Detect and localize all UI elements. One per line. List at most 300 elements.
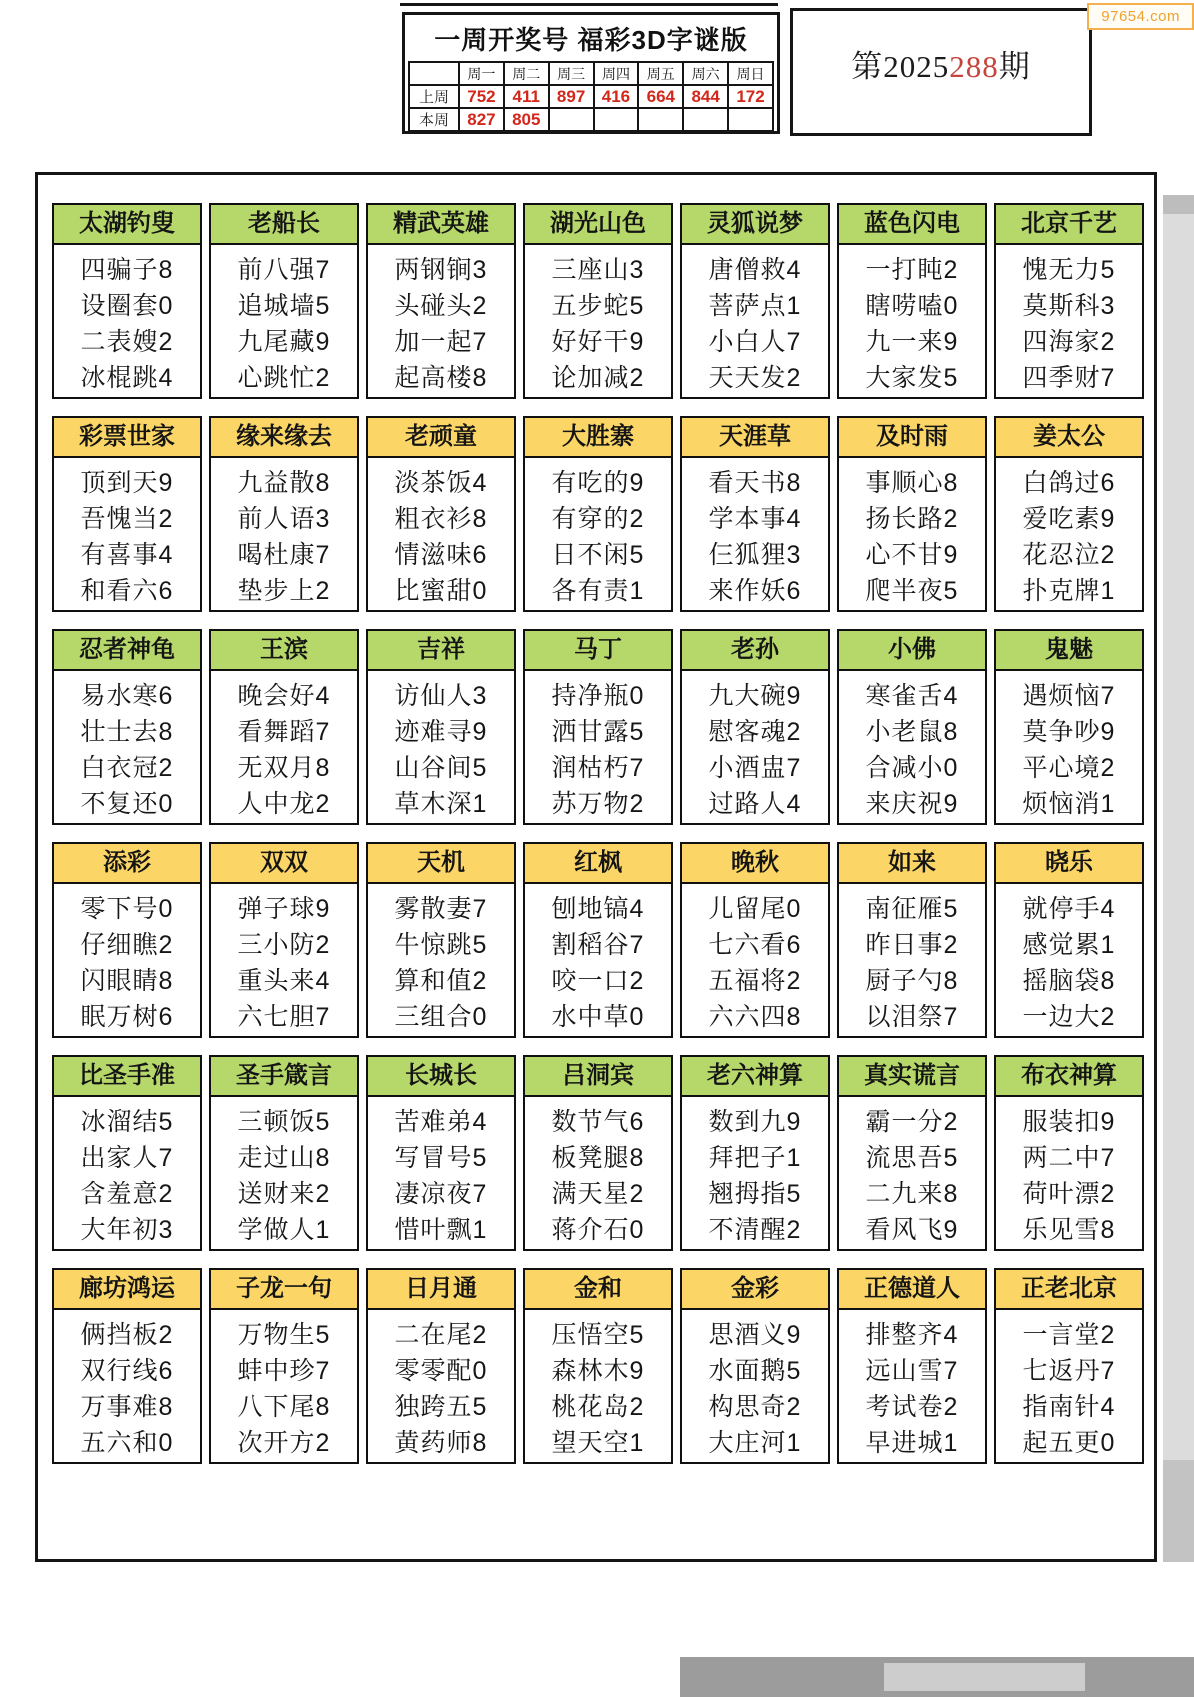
- card-line: 荷叶漂2: [1022, 1180, 1116, 1208]
- row-label: 上周: [409, 85, 459, 108]
- riddle-card: [209, 842, 359, 1038]
- card-line: 小酒盅7: [708, 754, 802, 782]
- card-line: 来作妖6: [708, 577, 802, 605]
- card-line: 霸一分2: [865, 1108, 959, 1136]
- card-line: 各有责1: [551, 577, 645, 605]
- card-body: [525, 671, 671, 822]
- riddle-card: [523, 203, 673, 399]
- card-line: 学做人1: [237, 1216, 331, 1244]
- card-title: 比圣手准: [54, 1057, 200, 1097]
- card-title: 长城长: [368, 1057, 514, 1097]
- card-line: 压悟空5: [551, 1321, 645, 1349]
- card-line: 白衣冠2: [80, 754, 174, 782]
- scrollbar-top-block: [1163, 195, 1194, 214]
- card-line: 加一起7: [394, 328, 488, 356]
- card-line: 流思吾5: [865, 1144, 959, 1172]
- row-label: 本周: [409, 108, 459, 131]
- card-line: 拜把子1: [708, 1144, 802, 1172]
- card-line: 四海家2: [1022, 328, 1116, 356]
- card-line: 易水寒6: [80, 682, 174, 710]
- card-line: 厨子勺8: [865, 967, 959, 995]
- card-title: 日月通: [368, 1270, 514, 1310]
- card-title: 子龙一句: [211, 1270, 357, 1310]
- card-body: [682, 884, 828, 1035]
- card-body: [211, 671, 357, 822]
- draw-number: [728, 108, 773, 131]
- card-line: 爱吃素9: [1022, 505, 1116, 533]
- card-line: 水面鹅5: [708, 1357, 802, 1385]
- card-body: [54, 458, 200, 609]
- card-line: 牛惊跳5: [394, 931, 488, 959]
- card-line: 小白人7: [708, 328, 802, 356]
- this-week-row: [409, 108, 773, 131]
- card-title: 吉祥: [368, 631, 514, 671]
- card-line: 万事难8: [80, 1393, 174, 1421]
- card-title: 双双: [211, 844, 357, 884]
- card-line: 前八强7: [237, 256, 331, 284]
- draw-number: [594, 108, 639, 131]
- issue-number-box: [790, 8, 1092, 136]
- card-line: 万物生5: [237, 1321, 331, 1349]
- draw-number: 416: [594, 85, 639, 108]
- card-line: 吾愧当2: [80, 505, 174, 533]
- card-body: [682, 671, 828, 822]
- issue-number: [793, 41, 1089, 86]
- draw-number: 752: [459, 85, 504, 108]
- card-line: 学本事4: [708, 505, 802, 533]
- draw-number: 827: [459, 108, 504, 131]
- card-body: [525, 245, 671, 396]
- riddle-card: [837, 416, 987, 612]
- card-line: 满天星2: [551, 1180, 645, 1208]
- card-title: 天机: [368, 844, 514, 884]
- card-title: 吕洞宾: [525, 1057, 671, 1097]
- riddle-card: [366, 842, 516, 1038]
- card-line: 比蜜甜0: [394, 577, 488, 605]
- card-body: [525, 1310, 671, 1461]
- card-line: 有吃的9: [551, 469, 645, 497]
- card-body: [682, 245, 828, 396]
- card-line: 咬一口2: [551, 967, 645, 995]
- card-line: 以泪祭7: [865, 1003, 959, 1031]
- card-title: 彩票世家: [54, 418, 200, 458]
- card-line: 烦恼消1: [1022, 790, 1116, 818]
- riddle-card: [209, 1055, 359, 1251]
- cards-grid: [52, 203, 1144, 1464]
- card-line: 起高楼8: [394, 364, 488, 392]
- card-title: 及时雨: [839, 418, 985, 458]
- card-line: 扬长路2: [865, 505, 959, 533]
- card-line: 情滋味6: [394, 541, 488, 569]
- card-line: 蒋介石0: [551, 1216, 645, 1244]
- card-body: [839, 245, 985, 396]
- card-line: 莫斯科3: [1022, 292, 1116, 320]
- card-line: 来庆祝9: [865, 790, 959, 818]
- card-line: 洒甘露5: [551, 718, 645, 746]
- card-line: 割稻谷7: [551, 931, 645, 959]
- riddle-card: [680, 842, 830, 1038]
- card-title: 天涯草: [682, 418, 828, 458]
- card-line: 送财来2: [237, 1180, 331, 1208]
- card-title: 灵狐说梦: [682, 205, 828, 245]
- card-line: 昨日事2: [865, 931, 959, 959]
- riddle-card: [52, 1055, 202, 1251]
- card-line: 眠万树6: [80, 1003, 174, 1031]
- card-line: 四骗子8: [80, 256, 174, 284]
- riddle-card: [837, 203, 987, 399]
- card-line: 六六四8: [708, 1003, 802, 1031]
- card-line: 爬半夜5: [865, 577, 959, 605]
- card-line: 遇烦恼7: [1022, 682, 1116, 710]
- card-line: 花忍泣2: [1022, 541, 1116, 569]
- card-line: 润枯朽7: [551, 754, 645, 782]
- card-line: 有喜事4: [80, 541, 174, 569]
- card-line: 粗衣衫8: [394, 505, 488, 533]
- riddle-card: [837, 1055, 987, 1251]
- card-title: 大胜寨: [525, 418, 671, 458]
- riddle-card: [837, 842, 987, 1038]
- card-line: 翘拇指5: [708, 1180, 802, 1208]
- card-body: [54, 1097, 200, 1248]
- card-line: 追城墙5: [237, 292, 331, 320]
- card-body: [54, 884, 200, 1035]
- card-title: 老顽童: [368, 418, 514, 458]
- card-line: 头碰头2: [394, 292, 488, 320]
- card-line: 俩挡板2: [80, 1321, 174, 1349]
- riddle-card: [209, 1268, 359, 1464]
- card-body: [368, 1097, 514, 1248]
- card-line: 平心境2: [1022, 754, 1116, 782]
- card-title: 老船长: [211, 205, 357, 245]
- card-line: 感觉累1: [1022, 931, 1116, 959]
- riddle-card: [52, 629, 202, 825]
- card-body: [211, 245, 357, 396]
- card-line: 设圈套0: [80, 292, 174, 320]
- card-body: [211, 1310, 357, 1461]
- card-body: [368, 671, 514, 822]
- card-line: 喝杜康7: [237, 541, 331, 569]
- vertical-scrollbar-track: [1163, 214, 1194, 1460]
- card-body: [839, 458, 985, 609]
- card-line: 苏万物2: [551, 790, 645, 818]
- day-header-row: [409, 62, 773, 85]
- card-body: [525, 1097, 671, 1248]
- card-title: 马丁: [525, 631, 671, 671]
- card-title: 王滨: [211, 631, 357, 671]
- riddle-card: [52, 1268, 202, 1464]
- card-title: 红枫: [525, 844, 671, 884]
- riddle-card: [209, 416, 359, 612]
- card-title: 忍者神龟: [54, 631, 200, 671]
- card-line: 雾散妻7: [394, 895, 488, 923]
- card-line: 五步蛇5: [551, 292, 645, 320]
- card-line: 水中草0: [551, 1003, 645, 1031]
- card-line: 二表嫂2: [80, 328, 174, 356]
- card-line: 心不甘9: [865, 541, 959, 569]
- riddle-card: [366, 1055, 516, 1251]
- card-title: 添彩: [54, 844, 200, 884]
- card-line: 前人语3: [237, 505, 331, 533]
- card-line: 四季财7: [1022, 364, 1116, 392]
- card-line: 就停手4: [1022, 895, 1116, 923]
- card-body: [368, 1310, 514, 1461]
- top-border-line: [400, 3, 778, 6]
- card-body: [368, 245, 514, 396]
- card-line: 七返丹7: [1022, 1357, 1116, 1385]
- card-line: 和看六6: [80, 577, 174, 605]
- card-line: 垫步上2: [237, 577, 331, 605]
- card-line: 大家发5: [865, 364, 959, 392]
- day-header: 周一: [459, 62, 504, 85]
- card-title: 缘来缘去: [211, 418, 357, 458]
- card-body: [996, 671, 1142, 822]
- day-header: 周六: [683, 62, 728, 85]
- card-line: 次开方2: [237, 1429, 331, 1457]
- card-line: 二在尾2: [394, 1321, 488, 1349]
- card-title: 精武英雄: [368, 205, 514, 245]
- card-title: 蓝色闪电: [839, 205, 985, 245]
- card-line: 考试卷2: [865, 1393, 959, 1421]
- card-line: 摇脑袋8: [1022, 967, 1116, 995]
- card-title: 老孙: [682, 631, 828, 671]
- card-line: 早进城1: [865, 1429, 959, 1457]
- riddle-card: [366, 1268, 516, 1464]
- riddle-card: [994, 1268, 1144, 1464]
- horizontal-scrollbar-thumb[interactable]: [884, 1663, 1085, 1691]
- card-line: 事顺心8: [865, 469, 959, 497]
- card-line: 小老鼠8: [865, 718, 959, 746]
- card-line: 板凳腿8: [551, 1144, 645, 1172]
- last-week-row: [409, 85, 773, 108]
- riddle-card: [837, 1268, 987, 1464]
- riddle-card: [994, 1055, 1144, 1251]
- card-line: 晚会好4: [237, 682, 331, 710]
- card-line: 二九来8: [865, 1180, 959, 1208]
- card-line: 指南针4: [1022, 1393, 1116, 1421]
- card-line: 不复还0: [80, 790, 174, 818]
- card-line: 仔细瞧2: [80, 931, 174, 959]
- card-body: [54, 245, 200, 396]
- card-title: 北京千艺: [996, 205, 1142, 245]
- issue-prefix: 第: [851, 49, 884, 84]
- card-title: 金彩: [682, 1270, 828, 1310]
- card-line: 一言堂2: [1022, 1321, 1116, 1349]
- card-line: 心跳忙2: [237, 364, 331, 392]
- card-line: 论加减2: [551, 364, 645, 392]
- riddle-card: [52, 416, 202, 612]
- card-line: 排整齐4: [865, 1321, 959, 1349]
- card-line: 三小防2: [237, 931, 331, 959]
- card-line: 五福将2: [708, 967, 802, 995]
- riddle-card: [523, 842, 673, 1038]
- card-line: 瞎唠嗑0: [865, 292, 959, 320]
- card-title: 廊坊鸿运: [54, 1270, 200, 1310]
- draw-number: 805: [504, 108, 549, 131]
- card-line: 无双月8: [237, 754, 331, 782]
- issue-period: 288: [949, 49, 999, 84]
- card-line: 持净瓶0: [551, 682, 645, 710]
- draw-number: 172: [728, 85, 773, 108]
- card-title: 圣手箴言: [211, 1057, 357, 1097]
- card-title: 正老北京: [996, 1270, 1142, 1310]
- card-line: 三座山3: [551, 256, 645, 284]
- card-line: 刨地镐4: [551, 895, 645, 923]
- card-line: 重头来4: [237, 967, 331, 995]
- card-line: 远山雪7: [865, 1357, 959, 1385]
- riddle-card: [994, 629, 1144, 825]
- day-header: 周四: [594, 62, 639, 85]
- card-body: [839, 671, 985, 822]
- table-title: 一周开奖号 福彩3D字谜版: [434, 25, 748, 55]
- card-line: 乐见雪8: [1022, 1216, 1116, 1244]
- card-body: [682, 1310, 828, 1461]
- riddle-board: [35, 172, 1157, 1562]
- card-title: 正德道人: [839, 1270, 985, 1310]
- card-body: [54, 671, 200, 822]
- card-line: 走过山8: [237, 1144, 331, 1172]
- card-body: [996, 245, 1142, 396]
- card-title: 湖光山色: [525, 205, 671, 245]
- card-line: 顶到天9: [80, 469, 174, 497]
- card-title: 小佛: [839, 631, 985, 671]
- card-line: 过路人4: [708, 790, 802, 818]
- card-line: 两二中7: [1022, 1144, 1116, 1172]
- card-body: [54, 1310, 200, 1461]
- card-title: 布衣神算: [996, 1057, 1142, 1097]
- card-line: 白鸽过6: [1022, 469, 1116, 497]
- card-line: 淡茶饭4: [394, 469, 488, 497]
- card-line: 合减小0: [865, 754, 959, 782]
- draw-number: [549, 108, 594, 131]
- card-line: 凄凉夜7: [394, 1180, 488, 1208]
- weekly-results-grid: [408, 61, 774, 132]
- card-body: [368, 458, 514, 609]
- card-line: 一打盹2: [865, 256, 959, 284]
- card-line: 看风飞9: [865, 1216, 959, 1244]
- card-body: [525, 884, 671, 1035]
- card-line: 九益散8: [237, 469, 331, 497]
- card-line: 思酒义9: [708, 1321, 802, 1349]
- card-line: 七六看6: [708, 931, 802, 959]
- card-line: 九尾藏9: [237, 328, 331, 356]
- card-body: [839, 1310, 985, 1461]
- card-line: 南征雁5: [865, 895, 959, 923]
- vertical-scrollbar-thumb[interactable]: [1163, 1460, 1194, 1562]
- riddle-card: [837, 629, 987, 825]
- card-line: 草木深1: [394, 790, 488, 818]
- card-line: 访仙人3: [394, 682, 488, 710]
- card-line: 苦难弟4: [394, 1108, 488, 1136]
- card-line: 五六和0: [80, 1429, 174, 1457]
- card-title: 老六神算: [682, 1057, 828, 1097]
- riddle-card: [680, 1268, 830, 1464]
- card-line: 望天空1: [551, 1429, 645, 1457]
- day-header: 周二: [504, 62, 549, 85]
- card-body: [996, 884, 1142, 1035]
- card-line: 森林木9: [551, 1357, 645, 1385]
- issue-suffix: 期: [998, 49, 1031, 84]
- card-line: 起五更0: [1022, 1429, 1116, 1457]
- card-line: 迹难寻9: [394, 718, 488, 746]
- draw-number: [638, 108, 683, 131]
- card-body: [211, 884, 357, 1035]
- corner-cell: [409, 62, 459, 85]
- issue-year: 2025: [883, 49, 950, 84]
- card-line: 天天发2: [708, 364, 802, 392]
- card-line: 两钢锏3: [394, 256, 488, 284]
- riddle-card: [994, 842, 1144, 1038]
- day-header: 周日: [728, 62, 773, 85]
- card-line: 不清醒2: [708, 1216, 802, 1244]
- riddle-card: [680, 416, 830, 612]
- card-title: 鬼魅: [996, 631, 1142, 671]
- card-line: 大年初3: [80, 1216, 174, 1244]
- card-line: 含羞意2: [80, 1180, 174, 1208]
- card-line: 服装扣9: [1022, 1108, 1116, 1136]
- card-line: 闪眼睛8: [80, 967, 174, 995]
- draw-number: 664: [638, 85, 683, 108]
- card-title: 晓乐: [996, 844, 1142, 884]
- card-line: 唐僧救4: [708, 256, 802, 284]
- riddle-card: [52, 203, 202, 399]
- card-line: 冰溜结5: [80, 1108, 174, 1136]
- card-line: 出家人7: [80, 1144, 174, 1172]
- riddle-card: [209, 629, 359, 825]
- day-header: 周五: [638, 62, 683, 85]
- card-title: 晚秋: [682, 844, 828, 884]
- card-line: 儿留尾0: [708, 895, 802, 923]
- draw-number: [683, 108, 728, 131]
- card-line: 弹子球9: [237, 895, 331, 923]
- card-line: 算和值2: [394, 967, 488, 995]
- card-title: 如来: [839, 844, 985, 884]
- card-line: 数节气6: [551, 1108, 645, 1136]
- card-body: [211, 1097, 357, 1248]
- card-line: 莫争吵9: [1022, 718, 1116, 746]
- card-line: 看天书8: [708, 469, 802, 497]
- riddle-card: [994, 416, 1144, 612]
- card-line: 蚌中珍7: [237, 1357, 331, 1385]
- card-body: [996, 1097, 1142, 1248]
- card-line: 一边大2: [1022, 1003, 1116, 1031]
- watermark: 97654.com: [1087, 3, 1194, 30]
- card-body: [682, 458, 828, 609]
- card-body: [211, 458, 357, 609]
- draw-number: 897: [549, 85, 594, 108]
- card-line: 构思奇2: [708, 1393, 802, 1421]
- card-line: 慰客魂2: [708, 718, 802, 746]
- card-line: 看舞蹈7: [237, 718, 331, 746]
- card-line: 惜叶飘1: [394, 1216, 488, 1244]
- riddle-card: [680, 1055, 830, 1251]
- card-line: 好好干9: [551, 328, 645, 356]
- riddle-card: [680, 629, 830, 825]
- card-line: 山谷间5: [394, 754, 488, 782]
- card-title: 金和: [525, 1270, 671, 1310]
- card-body: [839, 1097, 985, 1248]
- riddle-card: [523, 416, 673, 612]
- card-line: 双行线6: [80, 1357, 174, 1385]
- riddle-card: [680, 203, 830, 399]
- card-title: 真实谎言: [839, 1057, 985, 1097]
- card-line: 零下号0: [80, 895, 174, 923]
- card-line: 六七胆7: [237, 1003, 331, 1031]
- card-line: 零零配0: [394, 1357, 488, 1385]
- card-line: 黄药师8: [394, 1429, 488, 1457]
- card-body: [839, 884, 985, 1035]
- card-line: 菩萨点1: [708, 292, 802, 320]
- card-line: 数到九9: [708, 1108, 802, 1136]
